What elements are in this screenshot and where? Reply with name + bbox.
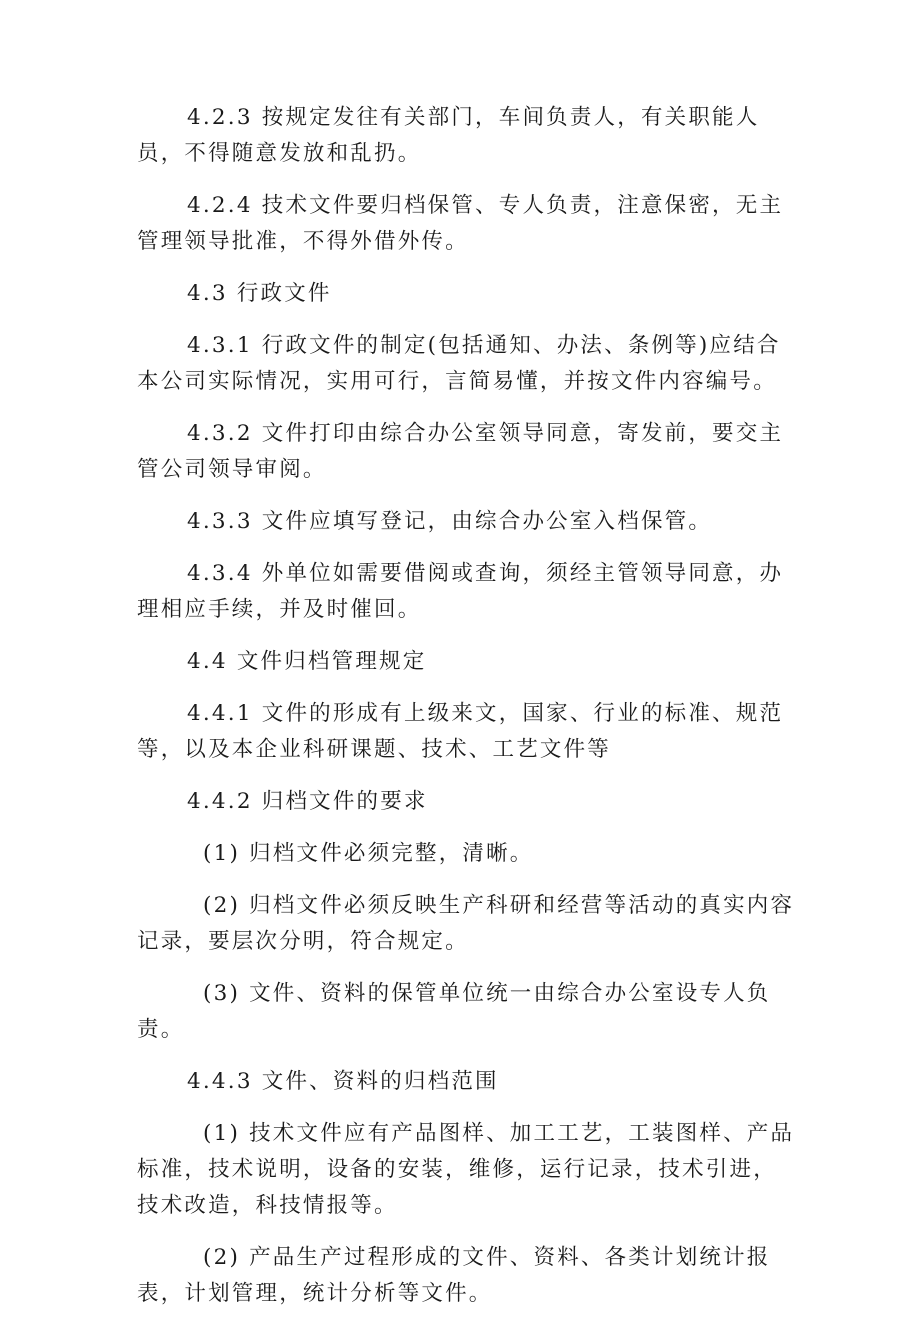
clause-4-3-3: 4.3.3 文件应填写登记，由综合办公室入档保管。 [187, 509, 713, 534]
clause-4-4-2-item-3: (3) 文件、资料的保管单位统一由综合办公室设专人负责。 [137, 981, 771, 1042]
section-4-4-heading: 4.4 文件归档管理规定 [187, 649, 427, 674]
clause-4-4-2-item-2: (2) 归档文件必须反映生产科研和经营等活动的真实内容记录，要层次分明，符合规定。 [137, 893, 795, 954]
clause-4-2-3: 4.2.3 按规定发往有关部门，车间负责人，有关职能人员，不得随意发放和乱扔。 [137, 105, 760, 166]
clause-4-3-4: 4.3.4 外单位如需要借阅或查询，须经主管领导同意，办理相应手续，并及时催回。 [137, 561, 784, 622]
clause-4-4-3-item-1: (1) 技术文件应有产品图样、加工工艺，工装图样、产品标准，技术说明，设备的安装，维修，运行记录，技术引进，技术改造，科技情报等。 [137, 1121, 795, 1218]
clause-4-4-2-item-1: (1) 归档文件必须完整，清晰。 [203, 841, 534, 866]
section-4-3-heading: 4.3 行政文件 [187, 281, 332, 306]
clause-4-3-2: 4.3.2 文件打印由综合办公室领导同意，寄发前，要交主管公司领导审阅。 [137, 421, 784, 482]
clause-4-4-2-heading: 4.4.2 归档文件的要求 [187, 789, 428, 814]
document-body [137, 100, 797, 1328]
clause-4-4-3-heading: 4.4.3 文件、资料的归档范围 [187, 1069, 499, 1094]
clause-4-3-1: 4.3.1 行政文件的制定(包括通知、办法、条例等)应结合本公司实际情况，实用可行，言简易懂，并按文件内容编号。 [137, 333, 781, 394]
clause-4-4-3-item-2: (2) 产品生产过程形成的文件、资料、各类计划统计报表，计划管理，统计分析等文件。 [137, 1245, 771, 1306]
clause-4-4-1: 4.4.1 文件的形成有上级来文，国家、行业的标准、规范等，以及本企业科研课题、技术、工艺文件等 [137, 701, 784, 762]
clause-4-2-4: 4.2.4 技术文件要归档保管、专人负责，注意保密，无主管理领导批准，不得外借外传。 [137, 193, 784, 254]
